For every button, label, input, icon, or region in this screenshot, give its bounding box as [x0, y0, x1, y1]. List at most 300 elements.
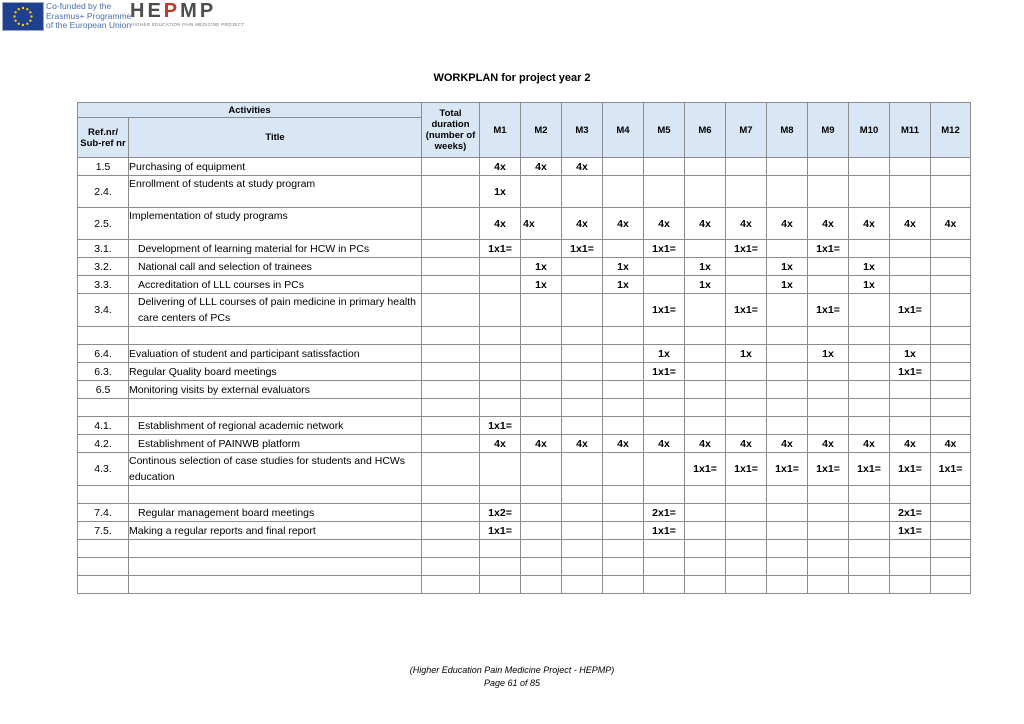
month-cell [480, 363, 521, 381]
month-cell [644, 399, 685, 417]
duration-cell [422, 176, 480, 208]
month-cell [603, 558, 644, 576]
month-cell: 1x [849, 276, 890, 294]
month-cell: 1x [521, 258, 562, 276]
month-cell: 4x [562, 435, 603, 453]
duration-cell [422, 381, 480, 399]
month-cell: 4x [726, 435, 767, 453]
table-row [78, 558, 971, 576]
month-cell: 4x [685, 435, 726, 453]
month-cell [931, 540, 971, 558]
month-cell [849, 240, 890, 258]
month-cell [767, 327, 808, 345]
month-cell [808, 417, 849, 435]
month-cell: 1x [726, 345, 767, 363]
title-cell [129, 327, 422, 345]
month-cell [808, 363, 849, 381]
month-cell [562, 576, 603, 594]
title-cell: Regular management board meetings [129, 504, 422, 522]
month-cell: 1x1= [767, 453, 808, 486]
month-cell: 1x [808, 345, 849, 363]
ref-cell: 4.2. [78, 435, 129, 453]
title-cell: National call and selection of trainees [129, 258, 422, 276]
month-cell: 1x1= [890, 363, 931, 381]
month-cell: 1x1= [931, 453, 971, 486]
month-cell [644, 176, 685, 208]
table-row [78, 399, 971, 417]
title-cell [129, 540, 422, 558]
month-cell [644, 540, 685, 558]
month-cell: 1x [767, 276, 808, 294]
table-row [78, 453, 971, 486]
month-cell [767, 417, 808, 435]
month-cell [480, 558, 521, 576]
ref-cell: 1.5 [78, 158, 129, 176]
table-row [78, 435, 971, 453]
duration-cell [422, 558, 480, 576]
page-title: WORKPLAN for project year 2 [433, 72, 591, 84]
month-cell [890, 176, 931, 208]
title-cell [129, 399, 422, 417]
month-cell [644, 258, 685, 276]
title-cell: Evaluation of student and participant satissfaction [129, 345, 422, 363]
month-cell [890, 486, 931, 504]
month-cell [562, 504, 603, 522]
month-cell [931, 486, 971, 504]
month-cell [562, 558, 603, 576]
month-cell: 4x [480, 435, 521, 453]
month-cell [849, 522, 890, 540]
month-cell [890, 276, 931, 294]
month-cell [808, 158, 849, 176]
month-cell: 4x [685, 208, 726, 240]
month-cell: 4x [767, 208, 808, 240]
ref-cell [78, 486, 129, 504]
month-cell [603, 158, 644, 176]
month-cell: 1x2= [480, 504, 521, 522]
hepmp-logo: HEPMP [130, 0, 217, 22]
month-cell: 4x [480, 208, 521, 240]
month-cell [480, 540, 521, 558]
title-cell: Continous selection of case studies for students and HCWs education [129, 453, 422, 486]
month-cell [685, 363, 726, 381]
table-row [78, 345, 971, 363]
month-cell: 4x [931, 435, 971, 453]
table-row [78, 381, 971, 399]
month-cell [480, 381, 521, 399]
table-row [78, 294, 971, 327]
ref-cell: 6.4. [78, 345, 129, 363]
month-cell [521, 327, 562, 345]
month-cell: 1x [685, 276, 726, 294]
month-cell [521, 540, 562, 558]
month-cell [726, 417, 767, 435]
month-cell [521, 453, 562, 486]
month-header: M9 [808, 103, 849, 158]
table-row [78, 158, 971, 176]
month-cell [726, 399, 767, 417]
eu-text-line: of the European Union [46, 20, 132, 30]
ref-cell [78, 576, 129, 594]
month-cell [603, 363, 644, 381]
month-cell [931, 240, 971, 258]
month-cell [480, 453, 521, 486]
month-cell [931, 399, 971, 417]
month-cell: 1x1= [644, 294, 685, 327]
month-cell [767, 558, 808, 576]
month-cell: 1x [890, 345, 931, 363]
month-cell [603, 453, 644, 486]
month-cell [603, 576, 644, 594]
month-cell [931, 417, 971, 435]
hepmp-logo-subtitle: HIGHER EDUCATION PAIN MEDICINE PROJECT [131, 22, 245, 27]
month-cell: 4x [521, 158, 562, 176]
page-number: Page 61 of 85 [483, 678, 541, 688]
title-cell: Delivering of LLL courses of pain medicine in primary health care centers of PCs [129, 294, 422, 327]
month-cell: 1x [521, 276, 562, 294]
duration-cell [422, 453, 480, 486]
month-cell [808, 258, 849, 276]
title-cell: Development of learning material for HCW in PCs [129, 240, 422, 258]
ref-cell [78, 558, 129, 576]
month-cell [685, 522, 726, 540]
ref-cell: 3.4. [78, 294, 129, 327]
month-cell [521, 381, 562, 399]
month-cell [562, 258, 603, 276]
month-cell: 1x1= [644, 363, 685, 381]
month-cell [808, 176, 849, 208]
page-footer [0, 664, 1024, 690]
month-cell [480, 294, 521, 327]
month-cell [685, 540, 726, 558]
month-cell: 2x1= [890, 504, 931, 522]
month-cell: 1x [685, 258, 726, 276]
month-cell [849, 363, 890, 381]
month-cell: 4x [521, 435, 562, 453]
month-cell: 4x [726, 208, 767, 240]
month-cell: 4x [480, 158, 521, 176]
month-cell [767, 540, 808, 558]
month-cell [644, 558, 685, 576]
month-cell [685, 399, 726, 417]
duration-cell [422, 363, 480, 381]
table-row [78, 363, 971, 381]
table-row [78, 540, 971, 558]
month-cell [685, 345, 726, 363]
duration-cell [422, 522, 480, 540]
table-row [78, 208, 971, 240]
month-cell: 4x [603, 208, 644, 240]
month-cell: 4x [521, 208, 562, 240]
month-cell [808, 486, 849, 504]
month-cell: 1x1= [808, 240, 849, 258]
month-cell [644, 453, 685, 486]
month-cell [767, 486, 808, 504]
month-cell [767, 576, 808, 594]
month-cell [726, 522, 767, 540]
month-cell [726, 327, 767, 345]
duration-cell [422, 540, 480, 558]
month-cell [521, 486, 562, 504]
ref-cell: 3.3. [78, 276, 129, 294]
month-cell [562, 540, 603, 558]
month-cell [726, 276, 767, 294]
month-cell [562, 345, 603, 363]
month-cell [521, 417, 562, 435]
title-cell: Purchasing of equipment [129, 158, 422, 176]
ref-cell: 6.3. [78, 363, 129, 381]
month-cell [849, 558, 890, 576]
month-cell: 4x [808, 208, 849, 240]
month-cell: 1x [603, 276, 644, 294]
month-cell [603, 176, 644, 208]
month-cell [726, 486, 767, 504]
month-cell: 4x [808, 435, 849, 453]
ref-cell: 3.2. [78, 258, 129, 276]
month-cell [808, 522, 849, 540]
month-cell [603, 399, 644, 417]
month-cell [767, 176, 808, 208]
month-cell: 1x1= [849, 453, 890, 486]
month-cell [480, 345, 521, 363]
month-cell [603, 240, 644, 258]
month-cell [685, 240, 726, 258]
month-cell [849, 486, 890, 504]
month-cell [644, 576, 685, 594]
month-cell [480, 576, 521, 594]
month-cell [890, 327, 931, 345]
title-cell: Enrollment of students at study program [129, 176, 422, 208]
month-cell [521, 176, 562, 208]
month-cell [644, 327, 685, 345]
ref-cell: 2.5. [78, 208, 129, 240]
month-cell: 1x1= [644, 240, 685, 258]
month-cell [521, 522, 562, 540]
month-cell [644, 276, 685, 294]
ref-cell: 2.4. [78, 176, 129, 208]
month-cell [849, 576, 890, 594]
month-cell [849, 417, 890, 435]
month-cell [726, 176, 767, 208]
month-header: M1 [480, 103, 521, 158]
month-cell [603, 345, 644, 363]
month-cell [931, 522, 971, 540]
month-cell [890, 540, 931, 558]
month-cell [562, 327, 603, 345]
month-cell [931, 158, 971, 176]
ref-cell [78, 540, 129, 558]
month-cell [849, 540, 890, 558]
month-cell [890, 258, 931, 276]
ref-cell [78, 399, 129, 417]
month-header: M3 [562, 103, 603, 158]
month-cell [480, 276, 521, 294]
month-cell [562, 417, 603, 435]
month-cell [890, 399, 931, 417]
month-cell: 1x1= [726, 453, 767, 486]
month-cell [849, 504, 890, 522]
ref-header: Ref.nr/ Sub-ref nr [78, 118, 129, 158]
table-row [78, 176, 971, 208]
month-cell [562, 522, 603, 540]
month-cell [931, 363, 971, 381]
duration-cell [422, 327, 480, 345]
month-cell [685, 504, 726, 522]
title-cell [129, 558, 422, 576]
month-cell [685, 327, 726, 345]
duration-cell [422, 576, 480, 594]
month-cell [767, 504, 808, 522]
duration-cell [422, 158, 480, 176]
month-cell [726, 363, 767, 381]
month-cell: 1x [480, 176, 521, 208]
month-cell: 4x [931, 208, 971, 240]
month-cell: 1x1= [685, 453, 726, 486]
month-cell: 1x1= [480, 240, 521, 258]
month-cell [890, 417, 931, 435]
ref-cell: 6.5 [78, 381, 129, 399]
month-cell [808, 504, 849, 522]
month-cell: 1x1= [808, 294, 849, 327]
month-cell [767, 381, 808, 399]
table-row [78, 240, 971, 258]
eu-flag-icon [2, 2, 44, 31]
month-cell [808, 381, 849, 399]
month-cell: 4x [767, 435, 808, 453]
month-header: M10 [849, 103, 890, 158]
month-cell [685, 558, 726, 576]
table-row [78, 276, 971, 294]
month-cell [767, 399, 808, 417]
month-cell: 4x [644, 208, 685, 240]
month-cell [808, 276, 849, 294]
month-cell [767, 240, 808, 258]
month-cell [603, 486, 644, 504]
month-cell: 1x1= [644, 522, 685, 540]
month-cell [931, 258, 971, 276]
month-cell [890, 576, 931, 594]
month-cell [890, 158, 931, 176]
month-cell [931, 576, 971, 594]
month-cell [521, 240, 562, 258]
month-cell [521, 345, 562, 363]
month-cell [603, 522, 644, 540]
month-cell [931, 381, 971, 399]
duration-cell [422, 399, 480, 417]
month-cell: 1x1= [890, 294, 931, 327]
month-cell [890, 558, 931, 576]
month-cell: 1x1= [726, 294, 767, 327]
duration-cell [422, 240, 480, 258]
ref-cell: 7.5. [78, 522, 129, 540]
title-cell: Implementation of study programs [129, 208, 422, 240]
month-header: M12 [931, 103, 971, 158]
month-cell [521, 363, 562, 381]
duration-cell [422, 417, 480, 435]
month-cell: 4x [890, 435, 931, 453]
eu-text-line: Co-funded by the [46, 1, 112, 11]
month-cell [521, 576, 562, 594]
month-cell: 4x [849, 208, 890, 240]
month-cell: 4x [890, 208, 931, 240]
month-cell: 1x1= [890, 522, 931, 540]
month-cell [931, 504, 971, 522]
title-cell: Establishment of regional academic network [129, 417, 422, 435]
month-cell [480, 486, 521, 504]
month-cell [644, 158, 685, 176]
month-cell [644, 417, 685, 435]
month-cell [521, 558, 562, 576]
month-cell [808, 399, 849, 417]
ref-cell: 4.1. [78, 417, 129, 435]
table-row [78, 576, 971, 594]
month-cell [726, 258, 767, 276]
month-cell [603, 294, 644, 327]
month-cell: 4x [603, 435, 644, 453]
month-cell [562, 381, 603, 399]
month-cell [562, 294, 603, 327]
footer-project-name: (Higher Education Pain Medicine Project - HEPMP) [409, 665, 615, 675]
month-header: M7 [726, 103, 767, 158]
month-cell [521, 504, 562, 522]
duration-header: Total duration (number of weeks) [422, 103, 480, 158]
month-cell [931, 345, 971, 363]
month-cell [603, 417, 644, 435]
month-cell [603, 381, 644, 399]
month-cell [644, 381, 685, 399]
month-cell [644, 486, 685, 504]
month-cell: 4x [562, 158, 603, 176]
title-cell: Accreditation of LLL courses in PCs [129, 276, 422, 294]
duration-cell [422, 294, 480, 327]
month-cell [726, 504, 767, 522]
month-cell [562, 399, 603, 417]
month-cell: 4x [644, 435, 685, 453]
month-cell [685, 417, 726, 435]
month-cell: 1x [849, 258, 890, 276]
ref-cell: 7.4. [78, 504, 129, 522]
month-header: M6 [685, 103, 726, 158]
month-cell: 4x [849, 435, 890, 453]
duration-cell [422, 258, 480, 276]
month-cell [685, 381, 726, 399]
month-cell [931, 558, 971, 576]
month-cell [726, 381, 767, 399]
ref-cell [78, 327, 129, 345]
title-cell: Making a regular reports and final report [129, 522, 422, 540]
month-header: M4 [603, 103, 644, 158]
duration-cell [422, 345, 480, 363]
month-cell [603, 540, 644, 558]
eu-text-line: Erasmus+ Programme [46, 10, 132, 21]
title-cell: Monitoring visits by external evaluators [129, 381, 422, 399]
month-cell [931, 276, 971, 294]
month-cell [808, 576, 849, 594]
table-row [78, 504, 971, 522]
activities-header: Activities [78, 103, 422, 118]
month-header: M2 [521, 103, 562, 158]
month-cell [808, 540, 849, 558]
month-cell [603, 504, 644, 522]
month-cell: 1x [644, 345, 685, 363]
month-cell [562, 276, 603, 294]
month-cell [521, 399, 562, 417]
month-cell [726, 158, 767, 176]
month-cell [808, 558, 849, 576]
ref-cell: 4.3. [78, 453, 129, 486]
month-cell: 1x [603, 258, 644, 276]
month-cell [726, 558, 767, 576]
